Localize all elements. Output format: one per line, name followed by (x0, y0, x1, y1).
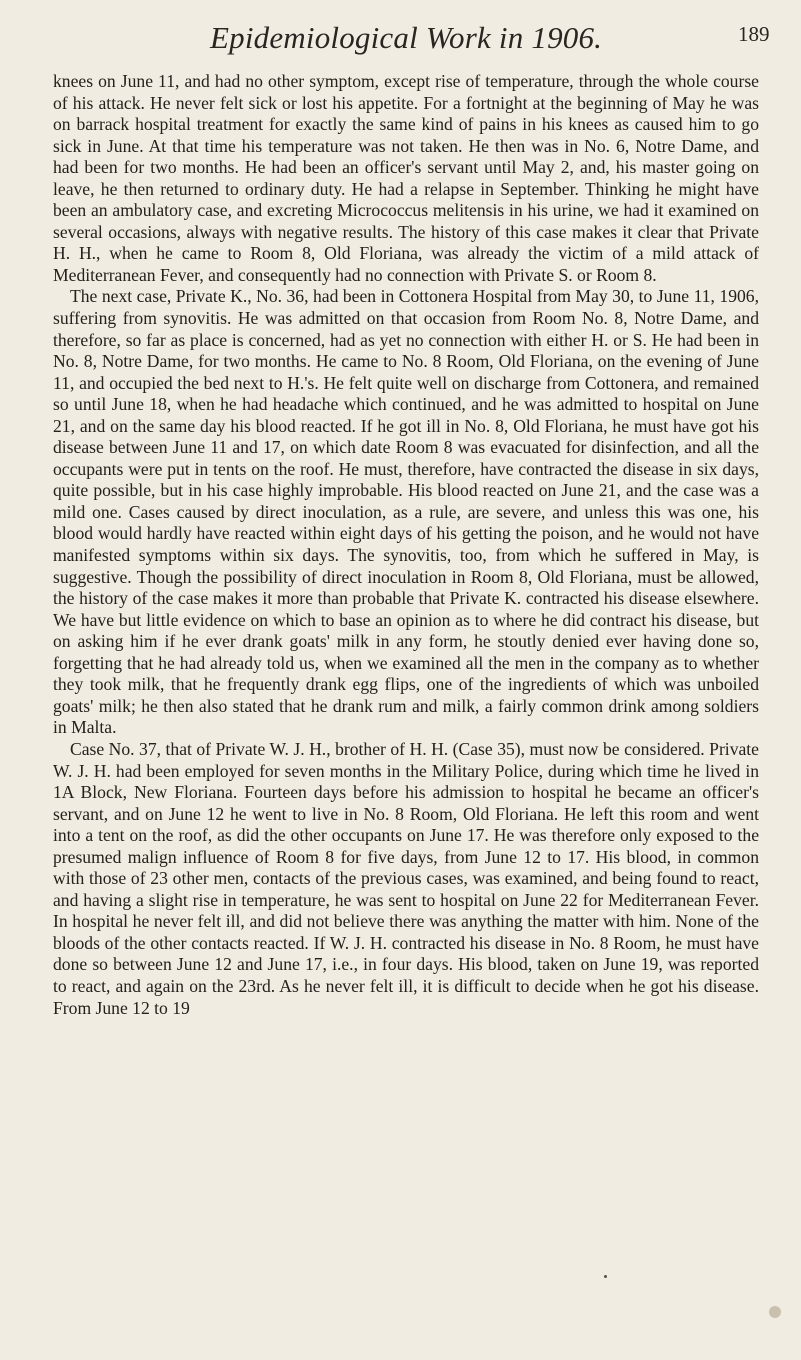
paragraph-2: The next case, Private K., No. 36, had been in Cottonera Hospital from May 30, to June 11, 1906, suffering from synovitis. He was admitted on that occasion from Room No. 8, Notre Dame, and therefore, so far as place is concerned, had as yet no connection with either H. or S. He had been in No. 8, Notre Dame, for two months. He came to No. 8 Room, Old Floriana, on the evening of June 11, and occupied the bed next to H.'s. He felt quite well on discharge from Cottonera, and remained so until June 18, when he had headache which continued, and he was admitted to hospital on June 21, and on the same day his blood reacted. If he got ill in No. 8, Old Floriana, he must have got his disease between June 11 and 17, on which date Room 8 was evacuated for disinfection, and all the occupants were put in tents on the roof. He must, therefore, have contracted the disease in six days, quite possible, but in his case highly improbable. His blood reacted on June 21, and the case was a mild one. Cases caused by direct inoculation, as a rule, are severe, and unless this was one, his blood would hardly have reacted within eight days of his getting the poison, and he would not have manifested symptoms within six days. The synovitis, too, from which he suffered in May, is suggestive. Though the possibility of direct inoculation in Room 8, Old Floriana, must be allowed, the history of the case makes it more than probable that Private K. contracted his disease elsewhere. We have but little evidence on which to base an opinion as to where he did contract his disease, but on asking him if he ever drank goats' milk in any form, he stoutly denied ever having done so, forgetting that he had already told us, when we examined all the men in the company as to whether they took milk, that he frequently drank egg flips, one of the ingredients of which was unboiled goats' milk; he then also stated that he drank rum and milk, a fairly common drink among soldiers in Malta. (53, 286, 759, 738)
running-title: Epidemiological Work in 1906. (210, 20, 603, 55)
paragraph-3: Case No. 37, that of Private W. J. H., brother of H. H. (Case 35), must now be considered. Private W. J. H. had been employed for seven months in the Military Police, during which time he lived in 1A Block, New Floriana. Fourteen days before his admission to hospital he became an officer's servant, and on June 12 he went to live in No. 8 Room, Old Floriana. He left this room and went into a tent on the roof, as did the other occupants on June 17. He was therefore only exposed to the presumed malign influence of Room 8 for five days, from June 12 to 17. His blood, in common with those of 23 other men, contacts of the previous cases, was examined, and being found to react, and having a slight rise in temperature, he was sent to hospital on June 22 for Mediterranean Fever. In hospital he never felt ill, and did not believe there was anything the matter with him. None of the bloods of the other contacts reacted. If W. J. H. contracted his disease in No. 8 Room, he must have done so between June 12 and June 17, i.e., in four days. His blood, taken on June 19, was reported to react, and again on the 23rd. As he never felt ill, it is difficult to decide when he got his disease. From June 12 to 19 (53, 738, 759, 1018)
paper-stain (769, 1306, 781, 1318)
ink-speck (604, 1275, 607, 1278)
paragraph-1: knees on June 11, and had no other symptom, except rise of temperature, through the whole course of his attack. He never felt sick or lost his appetite. For a fortnight at the beginning of May he was on barrack hospital treatment for exactly the same kind of pains in his knees as caused him to go sick in June. At that time his temperature was not taken. He then was in No. 6, Notre Dame, and had been for two months. He had been an officer's servant until May 2, and, his master going on leave, he then returned to ordinary duty. He had a relapse in September. Thinking he might have been an ambulatory case, and excreting Micrococcus melitensis in his urine, we had it examined on several occasions, always with negative results. The history of this case makes it clear that Private H. H., when he came to Room 8, Old Floriana, was already the victim of a mild attack of Mediterranean Fever, and consequently had no connection with Private S. or Room 8. (53, 71, 759, 285)
body-text (53, 71, 759, 1019)
page-header (0, 20, 801, 60)
page-number: 189 (738, 22, 770, 46)
